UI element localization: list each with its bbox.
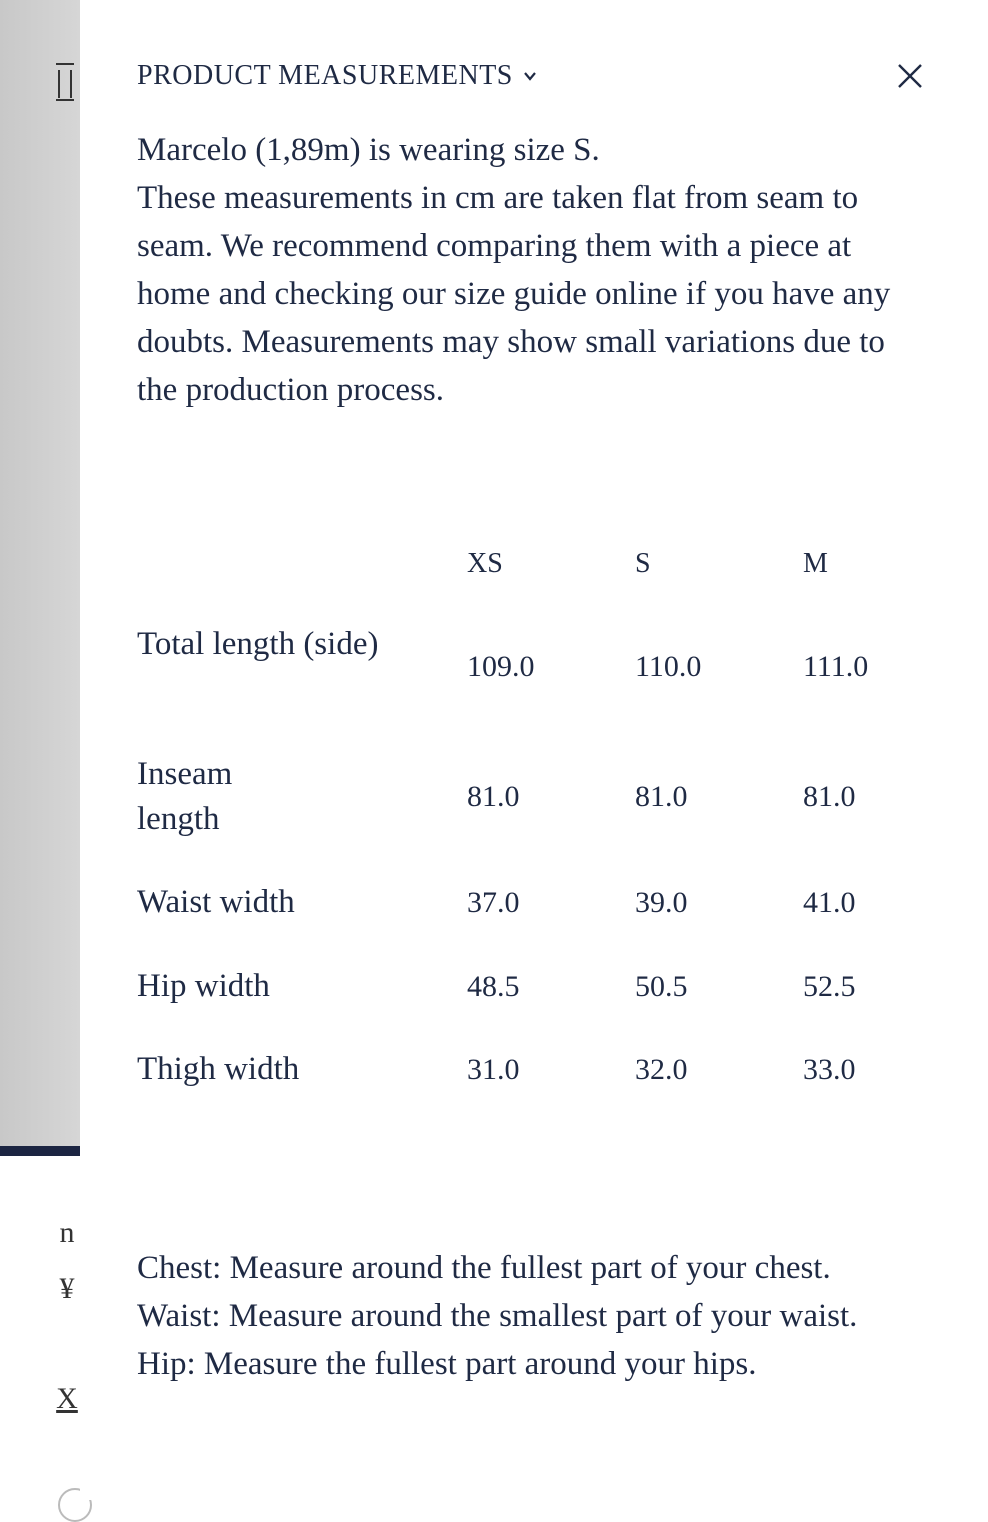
column-header-m: M bbox=[803, 548, 828, 579]
measuring-notes bbox=[137, 1244, 937, 1388]
table-cell: 50.5 bbox=[635, 970, 688, 1003]
background-text: ¥ bbox=[59, 1272, 75, 1305]
row-label-waist-width: Waist width bbox=[137, 884, 295, 920]
panel-header[interactable] bbox=[137, 56, 937, 96]
table-cell: 110.0 bbox=[635, 650, 702, 683]
background-image bbox=[0, 0, 80, 1150]
table-cell: 81.0 bbox=[803, 780, 856, 813]
table-cell: 52.5 bbox=[803, 970, 856, 1003]
table-cell: 37.0 bbox=[467, 886, 520, 919]
model-info: Marcelo (1,89m) is wearing size S. bbox=[137, 132, 600, 168]
table-cell: 33.0 bbox=[803, 1053, 856, 1086]
note-chest: Chest: Measure around the fullest part of your chest. bbox=[137, 1250, 831, 1286]
table-cell: 32.0 bbox=[635, 1053, 688, 1086]
panel-title: PRODUCT MEASUREMENTS bbox=[137, 60, 513, 91]
menu-icon[interactable] bbox=[56, 62, 74, 102]
table-cell: 31.0 bbox=[467, 1053, 520, 1086]
column-header-s: S bbox=[635, 548, 651, 579]
background-divider bbox=[0, 1146, 80, 1156]
table-cell: 39.0 bbox=[635, 886, 688, 919]
table-cell: 41.0 bbox=[803, 886, 856, 919]
note-hip: Hip: Measure the fullest part around your hips. bbox=[137, 1346, 757, 1382]
table-cell: 81.0 bbox=[635, 780, 688, 813]
table-cell: 48.5 bbox=[467, 970, 520, 1003]
row-label-hip-width: Hip width bbox=[137, 968, 270, 1004]
row-label-thigh-width: Thigh width bbox=[137, 1051, 300, 1087]
table-cell: 111.0 bbox=[803, 650, 869, 683]
intro-text bbox=[137, 126, 927, 414]
close-button[interactable] bbox=[892, 58, 928, 94]
column-header-xs: XS bbox=[467, 548, 503, 579]
row-label-inseam-length: Inseam length bbox=[137, 756, 233, 837]
table-cell: 109.0 bbox=[467, 650, 535, 683]
measurements-panel bbox=[80, 0, 988, 1500]
note-waist: Waist: Measure around the smallest part of your waist. bbox=[137, 1298, 858, 1334]
chevron-down-icon[interactable] bbox=[523, 69, 537, 83]
table-cell: 81.0 bbox=[467, 780, 520, 813]
background-text: X bbox=[56, 1382, 78, 1415]
measurement-info: These measurements in cm are taken flat from seam to seam. We recommend comparing them with a piece at home and checking our size guide online if you have any doubts. Measurements may show small variations due to the production process. bbox=[137, 180, 891, 408]
close-icon bbox=[897, 63, 923, 89]
background-text: n bbox=[59, 1216, 75, 1249]
row-label-total-length: Total length (side) bbox=[137, 626, 379, 662]
